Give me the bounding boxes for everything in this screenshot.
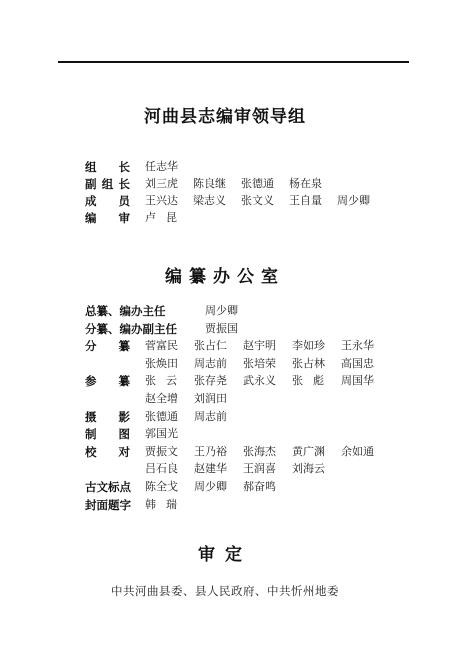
person-name: 吕石良: [145, 462, 178, 476]
person-name: 赵建华: [194, 462, 227, 476]
person-name: 梁志义: [193, 194, 226, 207]
role-label: 封面题字: [85, 497, 131, 512]
role-label: 参 纂: [85, 374, 130, 389]
person-name: 张德通: [241, 177, 274, 190]
person-name: 周少卿: [205, 304, 238, 317]
person-name: 周志前: [194, 356, 227, 370]
person-name: 王乃裕: [194, 444, 227, 458]
role-label: 总纂、编办主任: [85, 304, 166, 318]
person-name: 张彪: [292, 374, 334, 388]
person-name: 周国华: [341, 374, 374, 388]
person-name: 刘润田: [194, 392, 227, 405]
role-label: 校 对: [85, 444, 130, 459]
role-label: 制 图: [85, 427, 130, 442]
person-name: 陈全戈: [145, 480, 178, 493]
person-name: 陈良继: [193, 177, 226, 190]
person-name: 余如通: [341, 444, 374, 458]
person-name: 武永义: [243, 374, 276, 388]
person-name: 张存尧: [194, 374, 227, 388]
person-name: 刘海云: [292, 462, 325, 476]
person-name: 张培荣: [243, 356, 276, 370]
person-name: 菅富民: [145, 339, 178, 353]
person-name: 周少卿: [194, 480, 227, 493]
review-title: 审定: [198, 545, 252, 565]
person-name: 贾振国: [205, 321, 238, 335]
person-name: 张文义: [241, 194, 274, 207]
person-name: 郝奋鸣: [243, 480, 276, 493]
person-name: 任志华: [145, 160, 178, 173]
role-label: 摄 影: [85, 409, 130, 424]
person-name: 高国忠: [341, 356, 374, 370]
person-name: 张焕田: [145, 356, 178, 370]
person-name: 刘三虎: [145, 177, 178, 190]
person-name: 赵宇明: [243, 339, 276, 353]
person-name: 周少卿: [337, 194, 370, 207]
person-name: 李如珍: [292, 339, 325, 353]
person-name: 卢昆: [145, 211, 187, 224]
person-name: 王自量: [289, 194, 322, 207]
person-name: 王润喜: [243, 462, 276, 476]
role-label: 成 员: [85, 194, 130, 208]
role-label: 古文标点: [85, 480, 131, 494]
leadership-title: 河曲县志编审领导组: [144, 107, 306, 127]
top-rule: [58, 61, 409, 63]
role-label: 分纂、编办副主任: [85, 321, 177, 336]
role-label: 组 长: [85, 160, 130, 174]
person-name: 赵全增: [145, 392, 178, 405]
person-name: 周志前: [194, 409, 227, 423]
role-label: 编 审: [85, 211, 130, 225]
person-name: 贾振文: [145, 444, 178, 458]
person-name: 张德通: [145, 409, 178, 423]
person-name: 黄广渊: [292, 444, 325, 458]
office-title: 编纂办公室: [165, 267, 285, 287]
person-name: 张占仁: [194, 339, 227, 353]
person-name: 郭国光: [145, 427, 178, 441]
person-name: 张海杰: [243, 444, 276, 458]
person-name: 张云: [145, 374, 187, 388]
person-name: 韩瑞: [145, 497, 187, 511]
role-label: 副 组 长: [85, 177, 130, 191]
person-name: 杨在泉: [289, 177, 322, 190]
person-name: 张占林: [292, 356, 325, 370]
review-text: 中共河曲县委、县人民政府、中共忻州地委: [111, 584, 339, 598]
role-label: 分 纂: [85, 339, 130, 354]
person-name: 王永华: [341, 339, 374, 353]
person-name: 王兴达: [145, 194, 178, 207]
